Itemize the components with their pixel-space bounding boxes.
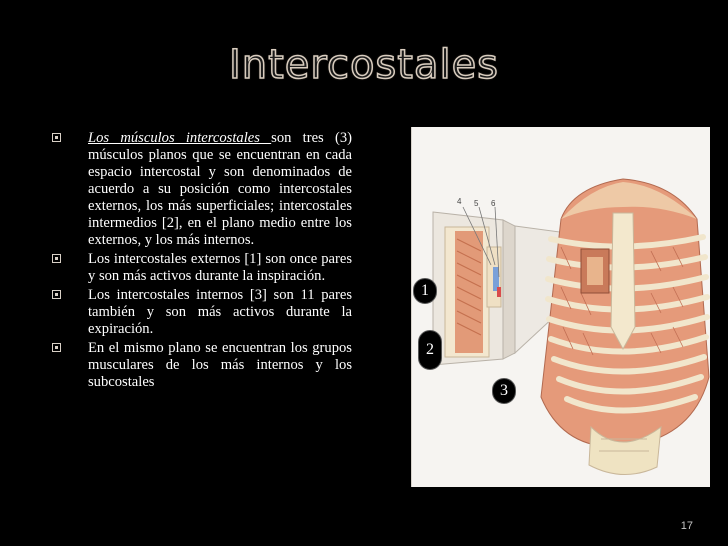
detail-number: 6: [491, 199, 496, 208]
bullet-text: En el mismo plano se encuentran los grupos musculares de los más internos y los subcostales: [88, 340, 352, 390]
bullet-list: [48, 130, 352, 393]
bullet-item: [48, 130, 352, 249]
bullet-item: [48, 340, 352, 391]
figure-marker-3: 3: [492, 378, 516, 404]
anatomy-illustration: [411, 127, 710, 487]
bullet-text: Los intercostales externos [1] son once pares y son más activos durante la inspiración.: [88, 251, 352, 284]
square-bullet-icon: [52, 343, 61, 352]
figure-marker-2: 2: [418, 330, 442, 370]
square-bullet-icon: [52, 254, 61, 263]
bullet-text: Los intercostales internos [3] son 11 pares también y son más activos durante la expiración.: [88, 287, 352, 337]
page-number: 17: [680, 520, 693, 532]
square-bullet-icon: [52, 290, 61, 299]
bullet-item: [48, 287, 352, 338]
bullet-text: son tres (3) músculos planos que se encuentran en cada espacio intercostal y son denominados de acuerdo a su posición como intercostales externos, los más superficiales; intercostales intermedios [2], en el plano medio entre los externos, y los más internos.: [88, 130, 352, 248]
slide-title: Intercostales: [228, 42, 500, 88]
bullet-emphasis: Los músculos intercostales: [88, 130, 272, 146]
square-bullet-icon: [52, 133, 61, 142]
detail-number: 4: [457, 197, 462, 206]
figure-marker-1: 1: [413, 278, 437, 304]
detail-number: 5: [474, 199, 479, 208]
bullet-item: [48, 251, 352, 285]
